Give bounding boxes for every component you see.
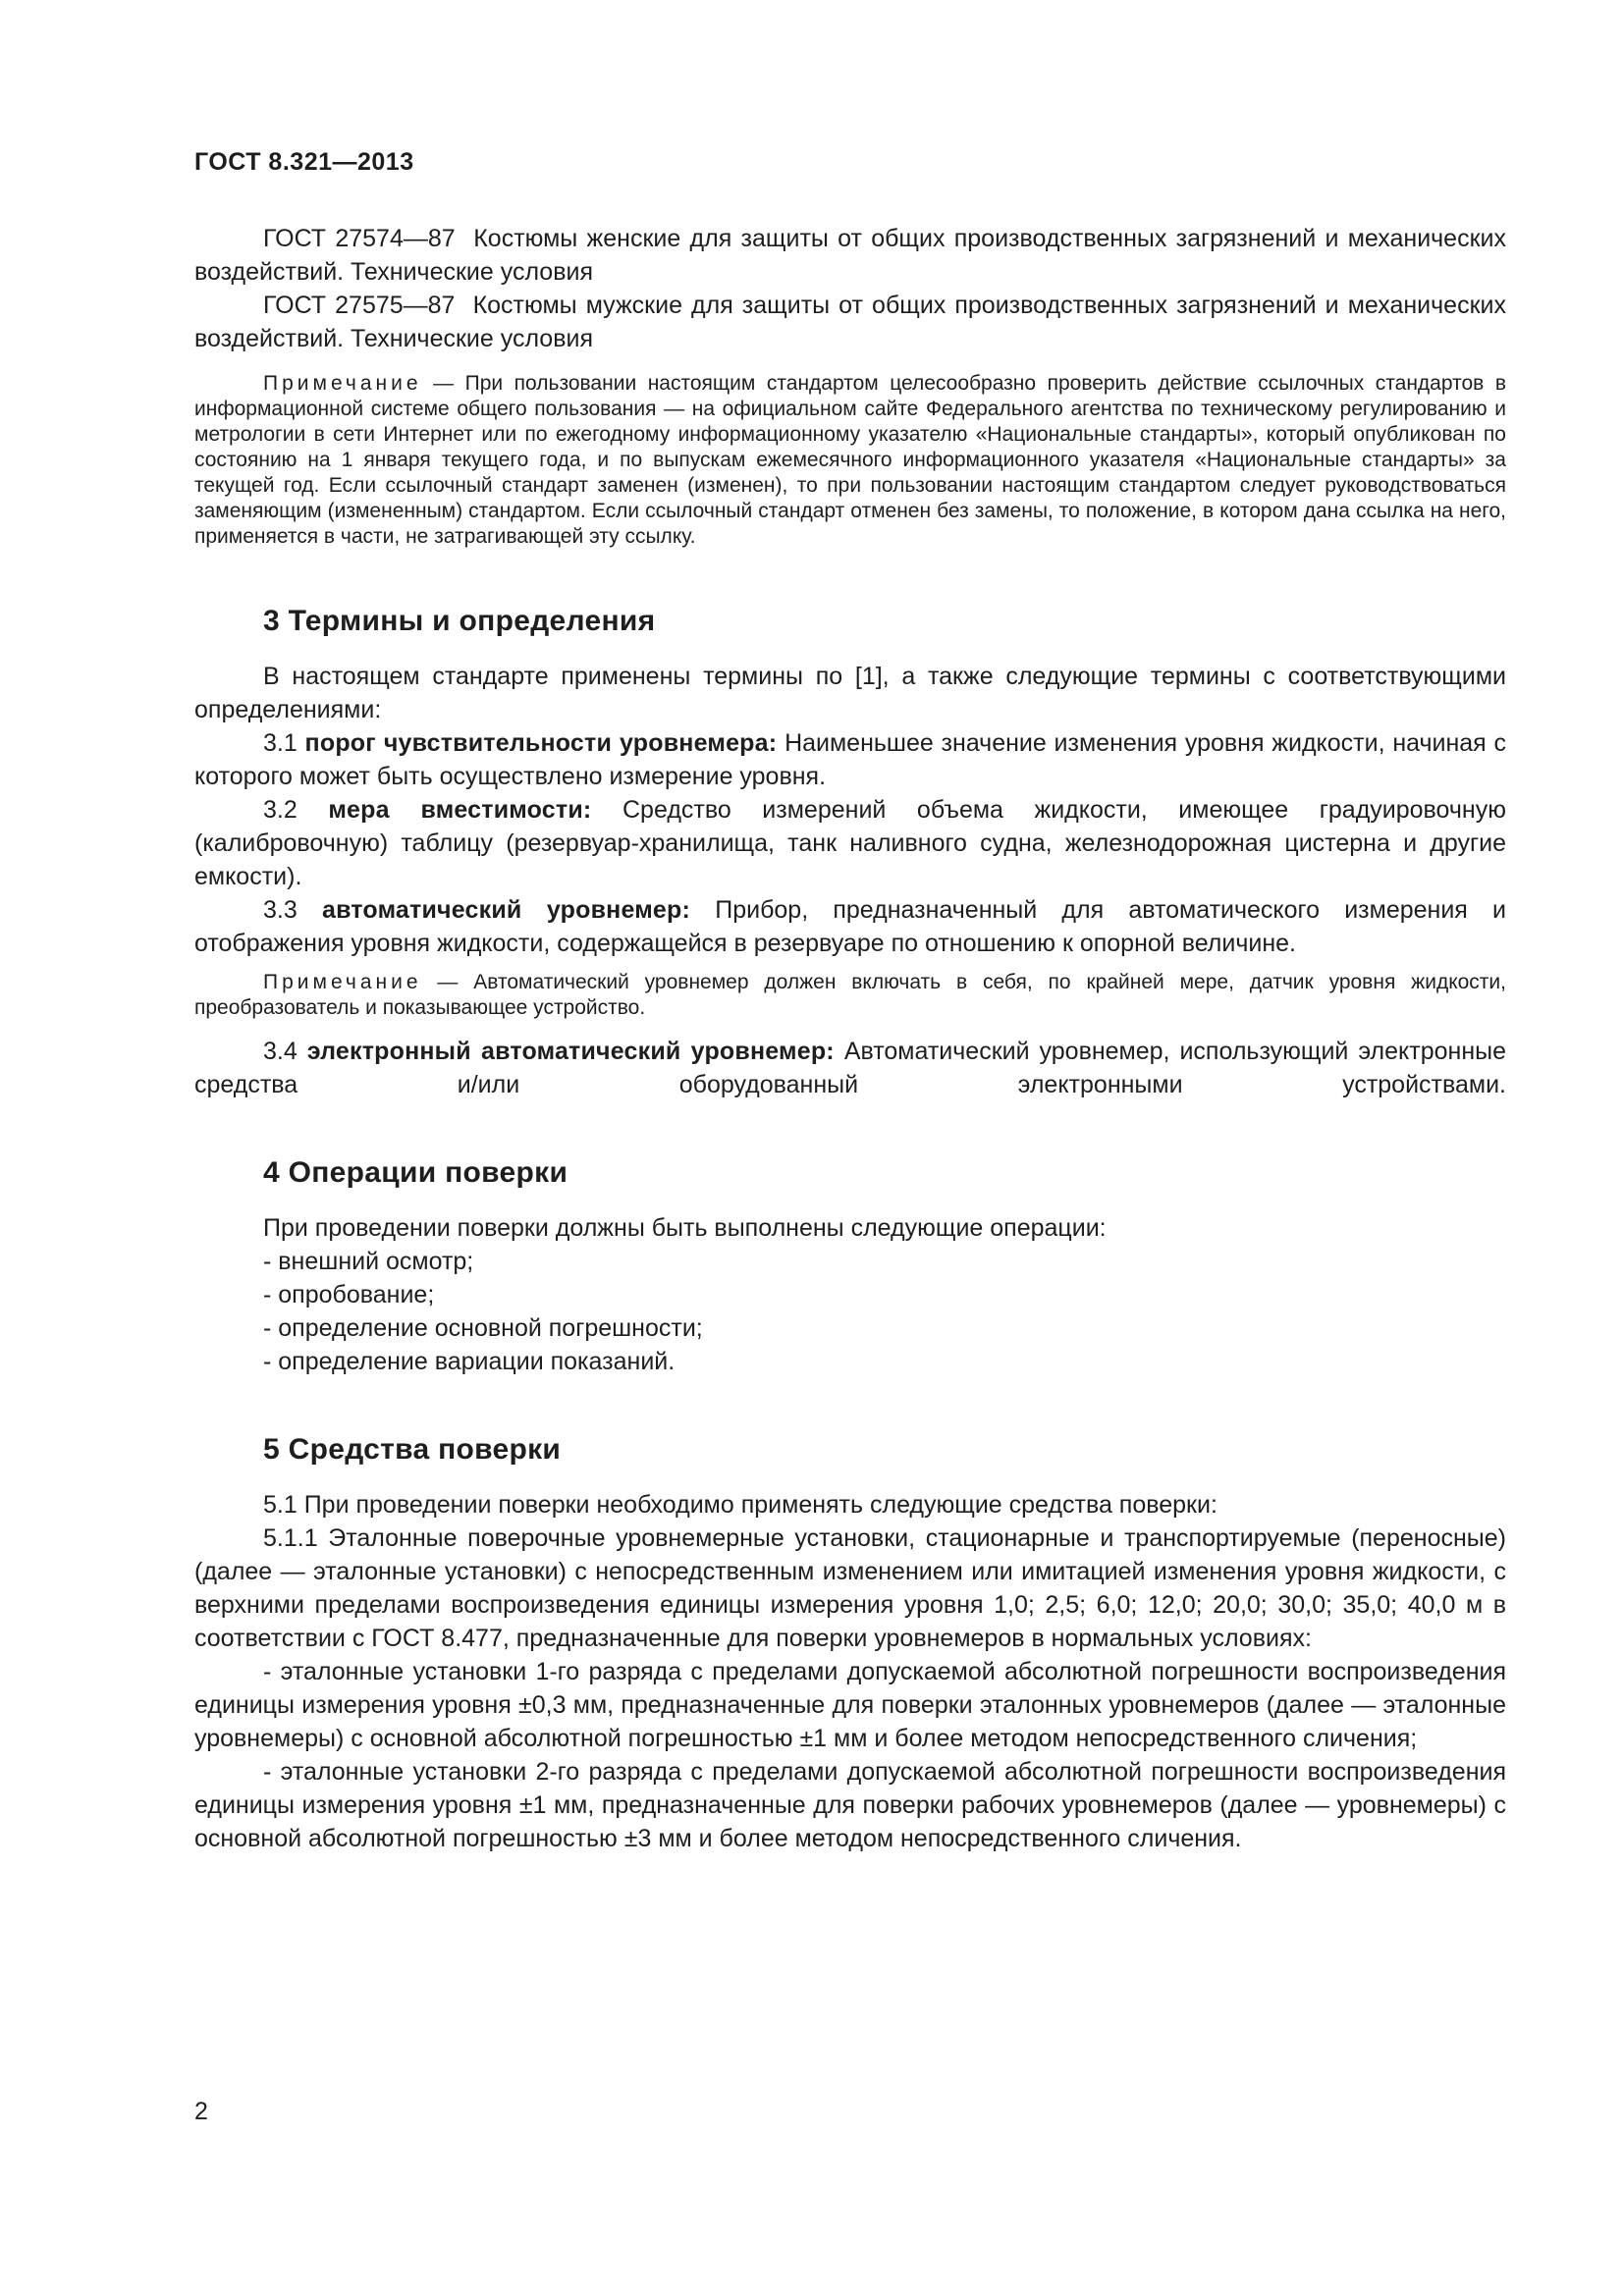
term-name: порог чувствительности уровнемера: xyxy=(304,729,778,757)
note-label: Примечание xyxy=(263,372,422,395)
list-item-category-2: - эталонные установки 2-го разряда с пределами допускаемой абсолютной погрешности воспроизведения единицы измерения уровня ±1 мм, предназначенные для поверки рабочих уровнемеров (далее — уровнемеры) с основной абсолютной погрешностью ±3 мм и более методом непосредственного сличения. xyxy=(194,1758,1506,1852)
term-number: 3.3 xyxy=(263,896,298,924)
list-item: - определение вариации показаний. xyxy=(263,1348,676,1375)
note-automatic-gauge xyxy=(194,970,1506,1021)
section-4-intro: При проведении поверки должны быть выполнены следующие операции: xyxy=(263,1214,1107,1242)
note-text: — Автоматический уровнемер должен включать в себя, по крайней мере, датчик уровня жидкости, преобразователь и показывающее устройство. xyxy=(194,971,1506,1019)
reference-code: ГОСТ 27575—87 xyxy=(263,292,456,319)
section-4-heading: 4 Операции поверки xyxy=(263,1156,568,1189)
list-item: - внешний осмотр; xyxy=(263,1248,474,1275)
term-number: 3.1 xyxy=(263,729,298,757)
section-3-heading: 3 Термины и определения xyxy=(263,605,656,637)
reference-text: Костюмы мужские для защиты от общих производственных загрязнений и механических воздействий. Технические условия xyxy=(194,292,1506,352)
term-text: Прибор, предназначенный для автоматического измерения и отображения уровня жидкости, содержащейся в резервуаре по отношению к опорной величине. xyxy=(194,896,1506,957)
term-definition xyxy=(194,893,1506,960)
reference-entry xyxy=(194,289,1506,355)
term-number: 3.2 xyxy=(263,796,298,824)
term-text: Наименьшее значение изменения уровня жидкости, начиная с которого может быть осуществлено измерение уровня. xyxy=(194,729,1506,790)
term-text: Средство измерений объема жидкости, имеющее градуировочную (калибровочную) таблицу (резервуар-хранилища, танк наливного судна, железнодорожная цистерна и другие емкости). xyxy=(194,796,1506,890)
term-text: Автоматический уровнемер, использующий электронные средства и/или оборудованный электронными устройствами. xyxy=(194,1038,1507,1098)
term-name: мера вместимости: xyxy=(328,796,592,824)
paragraph-5-1-1: 5.1.1 Эталонные поверочные уровнемерные установки, стационарные и транспортируемые (переносные) (далее — эталонные установки) с непосредственным изменением или имитацией изменения уровня жидкости, с верхними пределами воспроизведения единицы измерения уровня 1,0; 2,5; 6,0; 12,0; 20,0; 30,0; 35,0; 40,0 м в соответствии с ГОСТ 8.477, предназначенные для поверки уровнемеров в нормальных условиях: xyxy=(194,1524,1506,1652)
list-item-category-1: - эталонные установки 1-го разряда с пределами допускаемой абсолютной погрешности воспроизведения единицы измерения уровня ±0,3 мм, предназначенные для поверки эталонных уровнемеров (далее — эталонные уровнемеры) с основной абсолютной погрешностью ±1 мм и более методом непосредственного сличения; xyxy=(194,1658,1506,1752)
term-name: автоматический уровнемер: xyxy=(321,896,691,924)
list-item: - определение основной погрешности; xyxy=(263,1314,703,1342)
note-text: — При пользовании настоящим стандартом целесообразно проверить действие ссылочных стандартов в информационной системе общего пользования — на официальном сайте Федерального агентства по техническому регулированию и метрологии в сети Интернет или по ежегодному информационному указателю «Национальные стандарты», который опубликован по состоянию на 1 января текущего года, и по выпускам ежемесячного информационного указателя «Национальные стандарты» за текущей год. Если ссылочный стандарт заменен (изменен), то при пользовании настоящим стандартом следует руководствоваться заменяющим (измененным) стандартом. Если ссылочный стандарт отменен без замены, то положение, в котором дана ссылка на него, применяется в части, не затрагивающей эту ссылку. xyxy=(194,372,1506,548)
page-number: 2 xyxy=(194,2098,208,2125)
term-name: электронный автоматический уровнемер: xyxy=(306,1038,835,1065)
term-definition xyxy=(194,726,1506,793)
list-item: - опробование; xyxy=(263,1281,435,1308)
document-header: ГОСТ 8.321—2013 xyxy=(194,148,414,176)
note-references xyxy=(194,371,1506,550)
section-3-intro: В настоящем стандарте применены термины по [1], а также следующие термины с соответствующими определениями: xyxy=(194,663,1506,723)
term-number: 3.4 xyxy=(263,1038,298,1065)
reference-entry xyxy=(194,222,1506,289)
reference-text: Костюмы женские для защиты от общих производственных загрязнений и механических воздействий. Технические условия xyxy=(194,225,1506,286)
document-body xyxy=(194,222,1506,1855)
paragraph-5-1: 5.1 При проведении поверки необходимо применять следующие средства поверки: xyxy=(263,1491,1217,1519)
term-definition xyxy=(194,793,1506,893)
section-5-heading: 5 Средства поверки xyxy=(263,1433,562,1466)
reference-code: ГОСТ 27574—87 xyxy=(263,225,456,252)
term-definition xyxy=(194,1035,1506,1101)
note-label: Примечание xyxy=(263,971,422,993)
